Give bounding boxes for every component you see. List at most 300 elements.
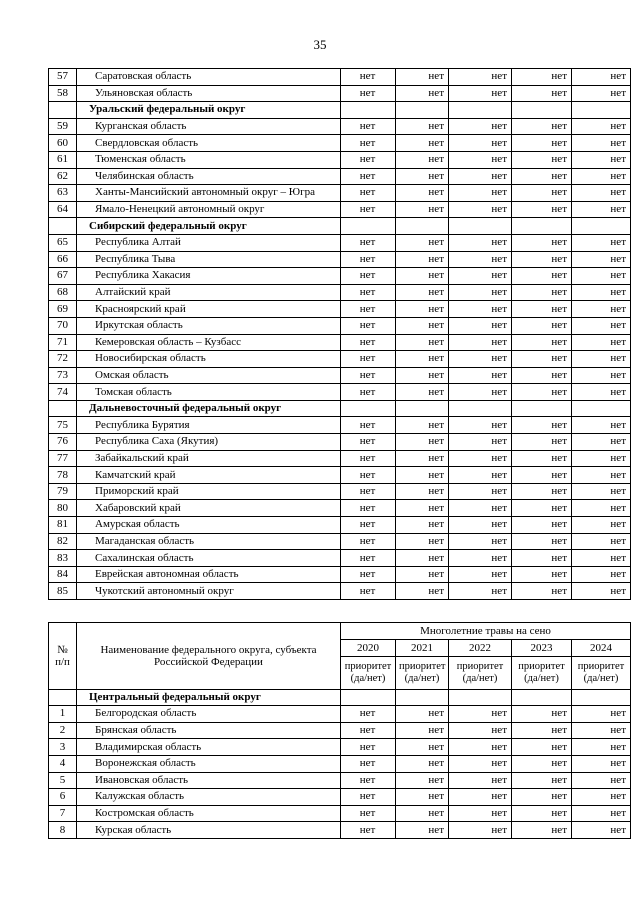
region-name: Забайкальский край bbox=[77, 450, 341, 467]
priority-value-cell: нет bbox=[396, 317, 449, 334]
region-name: Калужская область bbox=[77, 789, 341, 806]
priority-value-cell: нет bbox=[341, 367, 396, 384]
priority-value-cell: нет bbox=[572, 755, 631, 772]
row-number: 65 bbox=[49, 234, 77, 251]
empty-cell bbox=[396, 102, 449, 119]
priority-value-cell: нет bbox=[396, 201, 449, 218]
priority-value-cell: нет bbox=[341, 417, 396, 434]
empty-cell bbox=[449, 400, 512, 417]
year-header: 2023 bbox=[512, 640, 572, 657]
table-row bbox=[49, 822, 631, 839]
region-name: Кемеровская область – Кузбасс bbox=[77, 334, 341, 351]
priority-value-cell: нет bbox=[512, 151, 572, 168]
empty-cell bbox=[49, 400, 77, 417]
region-name: Саратовская область bbox=[77, 69, 341, 86]
priority-value-cell: нет bbox=[341, 168, 396, 185]
priority-value-cell: нет bbox=[512, 739, 572, 756]
priority-value-cell: нет bbox=[396, 434, 449, 451]
table-row bbox=[49, 251, 631, 268]
priority-value-cell: нет bbox=[512, 334, 572, 351]
priority-value-cell: нет bbox=[572, 722, 631, 739]
priority-value-cell: нет bbox=[341, 533, 396, 550]
priority-subheader: приоритет (да/нет) bbox=[512, 656, 572, 689]
priority-value-cell: нет bbox=[449, 805, 512, 822]
priority-value-cell: нет bbox=[396, 822, 449, 839]
priority-value-cell: нет bbox=[396, 185, 449, 202]
row-number: 4 bbox=[49, 755, 77, 772]
row-number: 79 bbox=[49, 483, 77, 500]
priority-value-cell: нет bbox=[396, 550, 449, 567]
table-row bbox=[49, 755, 631, 772]
priority-value-cell: нет bbox=[572, 583, 631, 600]
row-number: 57 bbox=[49, 69, 77, 86]
table-row bbox=[49, 234, 631, 251]
priority-value-cell: нет bbox=[449, 168, 512, 185]
table-row bbox=[49, 417, 631, 434]
priority-value-cell: нет bbox=[572, 234, 631, 251]
row-number: 80 bbox=[49, 500, 77, 517]
row-number: 83 bbox=[49, 550, 77, 567]
priority-value-cell: нет bbox=[396, 168, 449, 185]
priority-value-cell: нет bbox=[341, 739, 396, 756]
priority-value-cell: нет bbox=[449, 151, 512, 168]
priority-value-cell: нет bbox=[512, 805, 572, 822]
table-row bbox=[49, 69, 631, 86]
priority-value-cell: нет bbox=[341, 151, 396, 168]
priority-value-cell: нет bbox=[341, 772, 396, 789]
priority-value-cell: нет bbox=[396, 268, 449, 285]
priority-value-cell: нет bbox=[449, 69, 512, 86]
priority-value-cell: нет bbox=[341, 500, 396, 517]
priority-value-cell: нет bbox=[572, 434, 631, 451]
priority-value-cell: нет bbox=[396, 301, 449, 318]
priority-value-cell: нет bbox=[396, 517, 449, 534]
row-number: 64 bbox=[49, 201, 77, 218]
region-name: Амурская область bbox=[77, 517, 341, 534]
priority-value-cell: нет bbox=[512, 351, 572, 368]
priority-value-cell: нет bbox=[396, 467, 449, 484]
priority-value-cell: нет bbox=[341, 268, 396, 285]
table-row bbox=[49, 317, 631, 334]
row-number: 7 bbox=[49, 805, 77, 822]
region-name: Республика Бурятия bbox=[77, 417, 341, 434]
priority-value-cell: нет bbox=[449, 351, 512, 368]
row-number: 74 bbox=[49, 384, 77, 401]
federal-district-name: Сибирский федеральный округ bbox=[77, 218, 341, 235]
regions-table-continued bbox=[48, 68, 631, 600]
table-row bbox=[49, 500, 631, 517]
row-number: 82 bbox=[49, 533, 77, 550]
priority-value-cell: нет bbox=[512, 234, 572, 251]
priority-value-cell: нет bbox=[512, 450, 572, 467]
page-number: 35 bbox=[313, 37, 327, 52]
priority-value-cell: нет bbox=[572, 334, 631, 351]
row-number: 1 bbox=[49, 706, 77, 723]
priority-value-cell: нет bbox=[512, 755, 572, 772]
priority-value-cell: нет bbox=[396, 367, 449, 384]
priority-value-cell: нет bbox=[449, 739, 512, 756]
table-row bbox=[49, 550, 631, 567]
priority-value-cell: нет bbox=[396, 151, 449, 168]
priority-value-cell: нет bbox=[572, 317, 631, 334]
priority-value-cell: нет bbox=[396, 450, 449, 467]
priority-value-cell: нет bbox=[572, 351, 631, 368]
priority-value-cell: нет bbox=[449, 284, 512, 301]
region-name: Брянская область bbox=[77, 722, 341, 739]
priority-value-cell: нет bbox=[572, 550, 631, 567]
priority-value-cell: нет bbox=[572, 500, 631, 517]
priority-value-cell: нет bbox=[341, 334, 396, 351]
region-name: Камчатский край bbox=[77, 467, 341, 484]
priority-value-cell: нет bbox=[341, 583, 396, 600]
priority-value-cell: нет bbox=[341, 118, 396, 135]
priority-value-cell: нет bbox=[396, 500, 449, 517]
priority-value-cell: нет bbox=[572, 483, 631, 500]
priority-value-cell: нет bbox=[341, 805, 396, 822]
priority-value-cell: нет bbox=[396, 118, 449, 135]
table-row bbox=[49, 739, 631, 756]
region-name: Костромская область bbox=[77, 805, 341, 822]
priority-value-cell: нет bbox=[341, 722, 396, 739]
year-header: 2022 bbox=[449, 640, 512, 657]
priority-value-cell: нет bbox=[449, 772, 512, 789]
priority-value-cell: нет bbox=[512, 467, 572, 484]
priority-subheader: приоритет (да/нет) bbox=[572, 656, 631, 689]
region-name: Ханты-Мансийский автономный округ – Югра bbox=[77, 185, 341, 202]
priority-value-cell: нет bbox=[512, 69, 572, 86]
empty-cell bbox=[572, 400, 631, 417]
row-number: 70 bbox=[49, 317, 77, 334]
region-name: Республика Алтай bbox=[77, 234, 341, 251]
regions-table-body bbox=[49, 69, 631, 600]
table-row bbox=[49, 185, 631, 202]
priority-value-cell: нет bbox=[512, 434, 572, 451]
empty-cell bbox=[396, 218, 449, 235]
table-row bbox=[49, 583, 631, 600]
row-number: 75 bbox=[49, 417, 77, 434]
empty-cell bbox=[512, 218, 572, 235]
priority-value-cell: нет bbox=[396, 789, 449, 806]
priority-value-cell: нет bbox=[449, 822, 512, 839]
priority-value-cell: нет bbox=[341, 301, 396, 318]
priority-value-cell: нет bbox=[572, 450, 631, 467]
priority-value-cell: нет bbox=[572, 69, 631, 86]
row-number: 3 bbox=[49, 739, 77, 756]
empty-cell bbox=[396, 689, 449, 706]
table-row bbox=[49, 85, 631, 102]
region-name: Республика Саха (Якутия) bbox=[77, 434, 341, 451]
hay-grass-priority-table bbox=[48, 622, 631, 839]
priority-value-cell: нет bbox=[449, 450, 512, 467]
priority-value-cell: нет bbox=[449, 317, 512, 334]
priority-value-cell: нет bbox=[341, 755, 396, 772]
priority-value-cell: нет bbox=[572, 789, 631, 806]
priority-value-cell: нет bbox=[341, 234, 396, 251]
table-row bbox=[49, 135, 631, 152]
priority-value-cell: нет bbox=[396, 583, 449, 600]
priority-value-cell: нет bbox=[396, 284, 449, 301]
row-number: 76 bbox=[49, 434, 77, 451]
priority-value-cell: нет bbox=[449, 301, 512, 318]
priority-value-cell: нет bbox=[449, 706, 512, 723]
priority-value-cell: нет bbox=[396, 251, 449, 268]
row-number: 69 bbox=[49, 301, 77, 318]
priority-value-cell: нет bbox=[341, 550, 396, 567]
priority-value-cell: нет bbox=[512, 417, 572, 434]
priority-value-cell: нет bbox=[572, 168, 631, 185]
federal-district-name: Центральный федеральный округ bbox=[77, 689, 341, 706]
priority-value-cell: нет bbox=[396, 85, 449, 102]
federal-district-row bbox=[49, 218, 631, 235]
region-name: Владимирская область bbox=[77, 739, 341, 756]
table-row bbox=[49, 772, 631, 789]
priority-value-cell: нет bbox=[512, 772, 572, 789]
priority-value-cell: нет bbox=[449, 268, 512, 285]
row-number: 58 bbox=[49, 85, 77, 102]
empty-cell bbox=[572, 689, 631, 706]
table-row bbox=[49, 334, 631, 351]
row-number: 5 bbox=[49, 772, 77, 789]
row-number: 73 bbox=[49, 367, 77, 384]
priority-value-cell: нет bbox=[449, 367, 512, 384]
table-row bbox=[49, 351, 631, 368]
priority-value-cell: нет bbox=[572, 533, 631, 550]
priority-value-cell: нет bbox=[449, 550, 512, 567]
empty-cell bbox=[341, 400, 396, 417]
region-name: Хабаровский край bbox=[77, 500, 341, 517]
priority-value-cell: нет bbox=[512, 85, 572, 102]
priority-value-cell: нет bbox=[341, 284, 396, 301]
empty-cell bbox=[49, 218, 77, 235]
table-row bbox=[49, 168, 631, 185]
priority-value-cell: нет bbox=[512, 135, 572, 152]
row-number: 67 bbox=[49, 268, 77, 285]
priority-value-cell: нет bbox=[341, 69, 396, 86]
priority-value-cell: нет bbox=[572, 772, 631, 789]
priority-subheader: приоритет (да/нет) bbox=[341, 656, 396, 689]
priority-value-cell: нет bbox=[341, 467, 396, 484]
priority-subheader: приоритет (да/нет) bbox=[449, 656, 512, 689]
table-row bbox=[49, 268, 631, 285]
priority-value-cell: нет bbox=[396, 334, 449, 351]
federal-district-row bbox=[49, 102, 631, 119]
year-header: 2021 bbox=[396, 640, 449, 657]
priority-value-cell: нет bbox=[396, 805, 449, 822]
priority-value-cell: нет bbox=[449, 533, 512, 550]
region-name: Ямало-Ненецкий автономный округ bbox=[77, 201, 341, 218]
federal-district-row bbox=[49, 400, 631, 417]
empty-cell bbox=[341, 689, 396, 706]
priority-value-cell: нет bbox=[396, 234, 449, 251]
priority-value-cell: нет bbox=[396, 772, 449, 789]
region-name: Приморский край bbox=[77, 483, 341, 500]
priority-value-cell: нет bbox=[449, 251, 512, 268]
row-number: 59 bbox=[49, 118, 77, 135]
priority-value-cell: нет bbox=[572, 805, 631, 822]
table-row bbox=[49, 284, 631, 301]
priority-value-cell: нет bbox=[512, 367, 572, 384]
region-name: Красноярский край bbox=[77, 301, 341, 318]
priority-value-cell: нет bbox=[341, 434, 396, 451]
priority-value-cell: нет bbox=[396, 566, 449, 583]
priority-value-cell: нет bbox=[341, 317, 396, 334]
priority-value-cell: нет bbox=[396, 135, 449, 152]
empty-cell bbox=[341, 218, 396, 235]
empty-cell bbox=[512, 400, 572, 417]
priority-value-cell: нет bbox=[512, 317, 572, 334]
priority-value-cell: нет bbox=[396, 69, 449, 86]
empty-cell bbox=[572, 102, 631, 119]
priority-value-cell: нет bbox=[396, 722, 449, 739]
row-number: 71 bbox=[49, 334, 77, 351]
table-row bbox=[49, 722, 631, 739]
federal-district-row bbox=[49, 689, 631, 706]
priority-value-cell: нет bbox=[341, 822, 396, 839]
priority-value-cell: нет bbox=[572, 135, 631, 152]
row-number: 8 bbox=[49, 822, 77, 839]
empty-cell bbox=[449, 102, 512, 119]
row-number: 62 bbox=[49, 168, 77, 185]
region-name: Белгородская область bbox=[77, 706, 341, 723]
priority-value-cell: нет bbox=[512, 483, 572, 500]
federal-district-name: Дальневосточный федеральный округ bbox=[77, 400, 341, 417]
priority-value-cell: нет bbox=[449, 85, 512, 102]
priority-value-cell: нет bbox=[341, 566, 396, 583]
table-row bbox=[49, 450, 631, 467]
priority-subheader: приоритет (да/нет) bbox=[396, 656, 449, 689]
table-row bbox=[49, 566, 631, 583]
table-row bbox=[49, 301, 631, 318]
empty-cell bbox=[396, 400, 449, 417]
priority-value-cell: нет bbox=[572, 201, 631, 218]
priority-value-cell: нет bbox=[341, 706, 396, 723]
region-name: Ивановская область bbox=[77, 772, 341, 789]
region-name: Алтайский край bbox=[77, 284, 341, 301]
priority-value-cell: нет bbox=[572, 251, 631, 268]
empty-cell bbox=[449, 218, 512, 235]
row-number: 68 bbox=[49, 284, 77, 301]
priority-value-cell: нет bbox=[449, 234, 512, 251]
priority-value-cell: нет bbox=[512, 822, 572, 839]
table-row bbox=[49, 434, 631, 451]
region-name: Омская область bbox=[77, 367, 341, 384]
priority-value-cell: нет bbox=[449, 500, 512, 517]
priority-value-cell: нет bbox=[512, 185, 572, 202]
priority-value-cell: нет bbox=[512, 251, 572, 268]
priority-value-cell: нет bbox=[341, 185, 396, 202]
priority-value-cell: нет bbox=[341, 85, 396, 102]
priority-value-cell: нет bbox=[341, 201, 396, 218]
row-number: 61 bbox=[49, 151, 77, 168]
priority-value-cell: нет bbox=[572, 301, 631, 318]
row-number: 2 bbox=[49, 722, 77, 739]
region-name: Чукотский автономный округ bbox=[77, 583, 341, 600]
priority-value-cell: нет bbox=[449, 201, 512, 218]
region-name: Республика Тыва bbox=[77, 251, 341, 268]
priority-value-cell: нет bbox=[572, 706, 631, 723]
priority-value-cell: нет bbox=[572, 268, 631, 285]
row-number: 72 bbox=[49, 351, 77, 368]
row-number: 78 bbox=[49, 467, 77, 484]
priority-value-cell: нет bbox=[449, 517, 512, 534]
row-number: 6 bbox=[49, 789, 77, 806]
table-row bbox=[49, 533, 631, 550]
region-name: Челябинская область bbox=[77, 168, 341, 185]
priority-value-cell: нет bbox=[341, 351, 396, 368]
table-row bbox=[49, 467, 631, 484]
priority-value-cell: нет bbox=[341, 483, 396, 500]
priority-value-cell: нет bbox=[512, 550, 572, 567]
priority-value-cell: нет bbox=[449, 417, 512, 434]
priority-value-cell: нет bbox=[341, 384, 396, 401]
priority-value-cell: нет bbox=[572, 739, 631, 756]
priority-value-cell: нет bbox=[341, 450, 396, 467]
table-row bbox=[49, 805, 631, 822]
number-column-header: № п/п bbox=[49, 623, 77, 690]
priority-value-cell: нет bbox=[572, 384, 631, 401]
hay-grass-table-body bbox=[49, 689, 631, 838]
priority-value-cell: нет bbox=[512, 706, 572, 723]
empty-cell bbox=[572, 218, 631, 235]
priority-value-cell: нет bbox=[572, 118, 631, 135]
region-name: Воронежская область bbox=[77, 755, 341, 772]
region-name: Курганская область bbox=[77, 118, 341, 135]
priority-value-cell: нет bbox=[512, 168, 572, 185]
priority-value-cell: нет bbox=[396, 706, 449, 723]
table-row bbox=[49, 517, 631, 534]
priority-value-cell: нет bbox=[512, 284, 572, 301]
table-row bbox=[49, 483, 631, 500]
priority-value-cell: нет bbox=[512, 500, 572, 517]
region-name-column-header: Наименование федерального округа, субъекта Российской Федерации bbox=[77, 623, 341, 690]
priority-value-cell: нет bbox=[449, 467, 512, 484]
priority-value-cell: нет bbox=[449, 755, 512, 772]
region-name: Новосибирская область bbox=[77, 351, 341, 368]
row-number: 66 bbox=[49, 251, 77, 268]
empty-cell bbox=[512, 102, 572, 119]
priority-value-cell: нет bbox=[572, 517, 631, 534]
priority-value-cell: нет bbox=[449, 722, 512, 739]
priority-value-cell: нет bbox=[572, 417, 631, 434]
priority-value-cell: нет bbox=[396, 384, 449, 401]
priority-value-cell: нет bbox=[396, 755, 449, 772]
empty-cell bbox=[512, 689, 572, 706]
region-name: Магаданская область bbox=[77, 533, 341, 550]
region-name: Свердловская область bbox=[77, 135, 341, 152]
year-header: 2024 bbox=[572, 640, 631, 657]
region-name: Республика Хакасия bbox=[77, 268, 341, 285]
table-row bbox=[49, 118, 631, 135]
table-row bbox=[49, 384, 631, 401]
priority-value-cell: нет bbox=[512, 517, 572, 534]
row-number: 63 bbox=[49, 185, 77, 202]
priority-value-cell: нет bbox=[512, 583, 572, 600]
priority-value-cell: нет bbox=[341, 789, 396, 806]
priority-value-cell: нет bbox=[449, 583, 512, 600]
priority-value-cell: нет bbox=[449, 384, 512, 401]
priority-value-cell: нет bbox=[572, 367, 631, 384]
empty-cell bbox=[449, 689, 512, 706]
priority-value-cell: нет bbox=[341, 517, 396, 534]
priority-value-cell: нет bbox=[396, 533, 449, 550]
priority-value-cell: нет bbox=[572, 185, 631, 202]
table-row bbox=[49, 367, 631, 384]
row-number: 84 bbox=[49, 566, 77, 583]
priority-value-cell: нет bbox=[572, 284, 631, 301]
priority-value-cell: нет bbox=[572, 467, 631, 484]
priority-value-cell: нет bbox=[572, 822, 631, 839]
priority-value-cell: нет bbox=[512, 118, 572, 135]
